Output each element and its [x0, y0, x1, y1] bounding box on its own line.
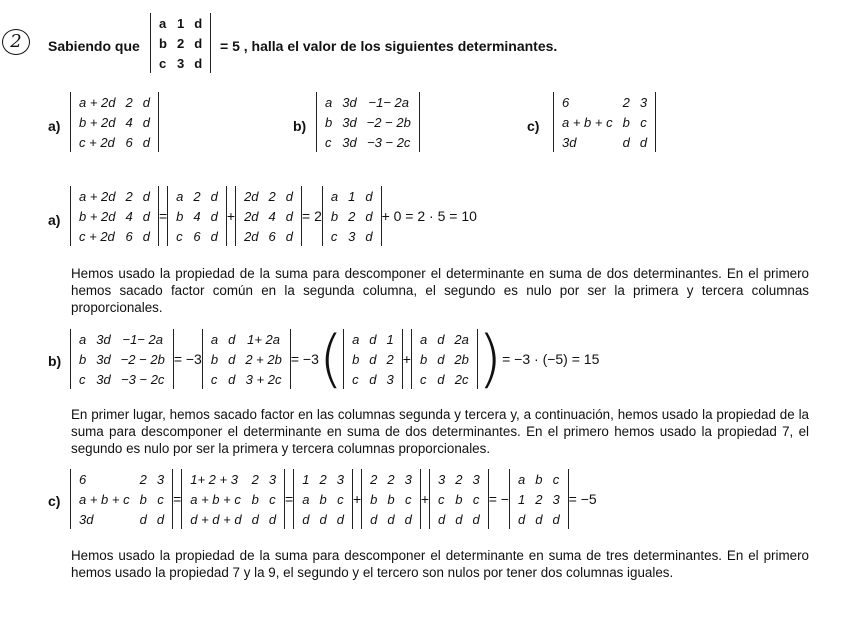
solution-b-explanation: En primer lugar, hemos sacado factor en las columnas segunda y tercera y, a continuación, hemos usado la propiedad de la suma para descomponer el determinante en suma de dos determinantes. En el primero hemos usado la propiedad 7, el segundo es nulo por ser la primera y tercera columnas proporcionales.	[71, 407, 809, 456]
solution-a-det-4	[322, 186, 382, 246]
matrix-cell: a	[210, 331, 219, 347]
matrix-cell: 3	[268, 471, 277, 487]
matrix-cell: b	[176, 208, 184, 224]
matrix-cell: d	[268, 511, 277, 527]
problem-b-label: b)	[293, 118, 307, 134]
matrix-cell: 3 + 2c	[245, 371, 282, 387]
solution-c-op-1: =	[173, 491, 182, 507]
matrix-cell: d	[285, 188, 293, 204]
matrix-cell: b	[622, 114, 630, 130]
matrix-cell: d	[302, 511, 310, 527]
matrix-cell: 3d	[96, 351, 111, 367]
solution-a-op-2: +	[226, 208, 236, 224]
matrix-cell: 1	[386, 331, 394, 347]
matrix-cell: d	[365, 228, 373, 244]
solution-b-result: = −3 · (−5) = 15	[502, 351, 600, 367]
matrix-cell: 4	[125, 208, 133, 224]
solution-c-det-1	[70, 469, 173, 529]
matrix-cell: 2d	[244, 228, 259, 244]
matrix-cell: 2	[348, 208, 356, 224]
solution-c-op-4: +	[420, 491, 430, 507]
solution-c-det-5	[429, 469, 489, 529]
matrix-cell: a	[330, 188, 339, 204]
matrix-cell: 3d	[79, 511, 94, 527]
matrix-cell: b + 2d	[79, 114, 116, 130]
matrix-cell: 3d	[96, 331, 111, 347]
problem-a-label: a)	[48, 118, 61, 134]
solution-b-op-3: +	[402, 351, 411, 367]
matrix-cell: 2	[370, 471, 378, 487]
matrix-cell: d	[552, 511, 560, 527]
matrix-cell: 1	[348, 188, 356, 204]
solution-a-result: + 0 = 2 · 5 = 10	[381, 208, 477, 224]
matrix-cell: d	[437, 351, 445, 367]
matrix-cell: d	[142, 228, 150, 244]
solution-a-op-3: = 2	[302, 208, 322, 224]
matrix-cell: −1− 2a	[122, 331, 163, 347]
solution-b-label: b)	[48, 353, 62, 369]
matrix-cell: 6	[125, 228, 133, 244]
matrix-cell: a + b + c	[190, 491, 241, 507]
solution-c-label: c)	[48, 493, 61, 509]
solution-c-op-3: +	[352, 491, 362, 507]
matrix-cell: −1− 2a	[368, 94, 409, 110]
problem-b-determinant	[316, 92, 420, 152]
matrix-cell: 1+ 2 + 3	[190, 471, 238, 487]
matrix-cell: b	[325, 114, 333, 130]
matrix-cell: c	[176, 228, 183, 244]
matrix-cell: 2	[193, 188, 201, 204]
matrix-cell: a	[302, 491, 310, 507]
solution-c-op-2: =	[285, 491, 294, 507]
matrix-cell: a	[517, 471, 526, 487]
solution-b-det-1	[70, 329, 174, 389]
solution-a-det-1	[70, 186, 159, 246]
matrix-cell: a	[159, 15, 167, 31]
matrix-cell: c	[419, 371, 427, 387]
matrix-cell: c	[472, 491, 480, 507]
matrix-cell: c	[552, 471, 560, 487]
matrix-cell: 6	[562, 94, 570, 110]
matrix-cell: c	[79, 371, 86, 387]
matrix-cell: b	[210, 351, 219, 367]
matrix-cell: 2	[125, 94, 133, 110]
matrix-cell: a	[79, 331, 87, 347]
matrix-cell: 2 + 2b	[245, 351, 282, 367]
matrix-cell: 2d	[244, 208, 259, 224]
matrix-cell: d	[142, 208, 150, 224]
matrix-cell: 6	[125, 134, 133, 150]
matrix-cell: d	[369, 331, 377, 347]
matrix-cell: 2	[176, 35, 185, 51]
matrix-cell: a + 2d	[79, 188, 116, 204]
matrix-cell: d	[228, 351, 236, 367]
matrix-cell: d	[142, 94, 150, 110]
matrix-cell: 1	[176, 15, 185, 31]
matrix-cell: 2d	[244, 188, 259, 204]
problem-c-label: c)	[527, 118, 540, 134]
matrix-cell: 2	[319, 471, 327, 487]
matrix-cell: 2b	[454, 351, 469, 367]
solution-c-det-2	[181, 469, 285, 529]
solution-a-op-1: =	[158, 208, 168, 224]
matrix-cell: d	[210, 208, 218, 224]
matrix-cell: d	[365, 208, 373, 224]
solution-c-op-5: = −	[488, 491, 509, 507]
matrix-cell: c	[325, 134, 332, 150]
matrix-cell: 2	[535, 491, 543, 507]
solution-c-det-3	[293, 469, 353, 529]
matrix-cell: d	[535, 511, 543, 527]
matrix-cell: d	[251, 511, 259, 527]
matrix-cell: d	[228, 331, 236, 347]
matrix-cell: 6	[193, 228, 201, 244]
solution-a-label: a)	[48, 212, 61, 228]
matrix-cell: 3	[472, 471, 480, 487]
matrix-cell: d	[387, 511, 395, 527]
solution-b-det-2	[202, 329, 291, 389]
matrix-cell: d	[319, 511, 327, 527]
matrix-cell: d	[142, 188, 150, 204]
matrix-cell: d	[210, 188, 218, 204]
matrix-cell: d	[639, 134, 648, 150]
solution-b-det-4	[411, 329, 478, 389]
matrix-cell: 6	[268, 228, 276, 244]
matrix-cell: 2a	[454, 331, 469, 347]
matrix-cell: 3	[404, 471, 412, 487]
matrix-cell: a + 2d	[79, 94, 116, 110]
statement-lead: Sabiendo que	[48, 38, 140, 54]
matrix-cell: b	[535, 471, 543, 487]
matrix-cell: 2	[387, 471, 395, 487]
matrix-cell: 2	[251, 471, 259, 487]
solution-a-det-3	[235, 186, 302, 246]
matrix-cell: c + 2d	[79, 228, 115, 244]
solution-b-equation	[70, 322, 600, 395]
problem-c-determinant	[553, 92, 656, 152]
matrix-cell: d	[437, 371, 445, 387]
matrix-cell: 3	[552, 491, 560, 507]
matrix-cell: b	[251, 491, 259, 507]
matrix-cell: d	[156, 511, 165, 527]
matrix-cell: d	[210, 228, 218, 244]
matrix-cell: d	[285, 228, 293, 244]
matrix-cell: b	[455, 491, 463, 507]
matrix-cell: b	[370, 491, 378, 507]
matrix-cell: a	[419, 331, 428, 347]
matrix-cell: 3	[438, 471, 446, 487]
matrix-cell: 3d	[562, 134, 577, 150]
matrix-cell: c	[210, 371, 218, 387]
matrix-cell: 3	[348, 228, 356, 244]
matrix-cell: d	[142, 114, 150, 130]
matrix-cell: a	[325, 94, 333, 110]
solution-b-op-2: = −3	[290, 351, 319, 367]
matrix-cell: 3	[386, 371, 394, 387]
matrix-cell: b	[352, 351, 360, 367]
matrix-cell: 4	[268, 208, 276, 224]
matrix-cell: −3 − 2c	[121, 371, 165, 387]
matrix-cell: c	[352, 371, 359, 387]
matrix-cell: b	[387, 491, 395, 507]
matrix-cell: 2	[386, 351, 394, 367]
matrix-cell: −2 − 2b	[366, 114, 411, 130]
matrix-cell: d	[455, 511, 463, 527]
solution-c-equation	[70, 469, 597, 529]
matrix-cell: 1	[302, 471, 310, 487]
solution-c-det-4	[361, 469, 421, 529]
matrix-cell: 2	[139, 471, 147, 487]
matrix-cell: 3	[156, 471, 165, 487]
matrix-cell: c	[157, 491, 164, 507]
matrix-cell: a + b + c	[79, 491, 130, 507]
matrix-cell: −3 − 2c	[367, 134, 411, 150]
matrix-cell: c	[330, 228, 338, 244]
matrix-cell: d	[336, 511, 344, 527]
matrix-cell: 2	[268, 188, 276, 204]
matrix-cell: d	[370, 511, 378, 527]
matrix-cell: b + 2d	[79, 208, 116, 224]
matrix-cell: 3	[639, 94, 648, 110]
matrix-cell: c	[438, 491, 445, 507]
solution-a-equation	[70, 186, 477, 246]
matrix-cell: c	[640, 114, 647, 130]
matrix-cell: d	[438, 511, 446, 527]
matrix-cell: b	[419, 351, 428, 367]
matrix-cell: c	[269, 491, 276, 507]
matrix-cell: 4	[125, 114, 133, 130]
problem-a-determinant	[70, 92, 159, 152]
statement-eq: = 5 , halla el valor de los siguientes determinantes.	[220, 38, 558, 54]
matrix-cell: d	[139, 511, 147, 527]
solution-b-op-1: = −3	[173, 351, 202, 367]
matrix-cell: a + b + c	[562, 114, 613, 130]
matrix-cell: d	[517, 511, 526, 527]
matrix-cell: 3d	[342, 114, 357, 130]
matrix-cell: d	[365, 188, 373, 204]
solution-a-explanation: Hemos usado la propiedad de la suma para descomponer el determinante en suma de dos determinantes. En el primero hemos sacado factor común en la segunda columna, el segundo es nulo por ser la primera y tercera columnas proporcionales.	[71, 266, 809, 315]
matrix-cell: d	[622, 134, 630, 150]
matrix-cell: 3	[176, 55, 185, 71]
matrix-cell: c	[159, 55, 167, 71]
matrix-cell: 3d	[96, 371, 111, 387]
matrix-cell: d	[404, 511, 412, 527]
matrix-cell: −2 − 2b	[120, 351, 165, 367]
solution-c-det-6	[509, 469, 569, 529]
matrix-cell: b	[139, 491, 147, 507]
exercise-number: 2	[2, 29, 30, 55]
matrix-cell: 1+ 2a	[247, 331, 281, 347]
matrix-cell: 3d	[342, 134, 357, 150]
matrix-cell: 3d	[342, 94, 357, 110]
matrix-cell: d	[194, 15, 203, 31]
matrix-cell: d	[194, 55, 203, 71]
matrix-cell: 6	[79, 471, 87, 487]
matrix-cell: 2	[125, 188, 133, 204]
matrix-cell: a	[176, 188, 184, 204]
matrix-cell: d	[142, 134, 150, 150]
matrix-cell: c + 2d	[79, 134, 115, 150]
matrix-cell: 4	[193, 208, 201, 224]
matrix-cell: d	[369, 371, 377, 387]
matrix-cell: c	[337, 491, 344, 507]
matrix-cell: d	[194, 35, 203, 51]
solution-a-det-2	[167, 186, 227, 246]
right-paren: )	[477, 322, 503, 395]
matrix-cell: 1	[517, 491, 526, 507]
matrix-cell: d	[369, 351, 377, 367]
matrix-cell: 2	[455, 471, 463, 487]
matrix-cell: b	[330, 208, 339, 224]
matrix-cell: d	[437, 331, 445, 347]
matrix-cell: b	[79, 351, 87, 367]
matrix-cell: d + d + d	[190, 511, 242, 527]
solution-c-result: = −5	[568, 491, 597, 507]
solution-b-det-3	[343, 329, 403, 389]
matrix-cell: 2c	[454, 371, 469, 387]
matrix-cell: 3	[336, 471, 344, 487]
given-determinant	[150, 13, 211, 73]
matrix-cell: d	[228, 371, 236, 387]
matrix-cell: 2	[622, 94, 630, 110]
matrix-cell: b	[319, 491, 327, 507]
matrix-cell: c	[404, 491, 412, 507]
matrix-cell: d	[472, 511, 480, 527]
matrix-cell: d	[285, 208, 293, 224]
left-paren: (	[318, 322, 344, 395]
matrix-cell: b	[159, 35, 167, 51]
matrix-cell: a	[352, 331, 360, 347]
solution-c-explanation: Hemos usado la propiedad de la suma para descomponer el determinante en suma de tres determinantes. En el primero hemos usado la propiedad 7 y la 9, el segundo y el tercero son nulos por tener dos columnas iguales.	[71, 548, 809, 580]
